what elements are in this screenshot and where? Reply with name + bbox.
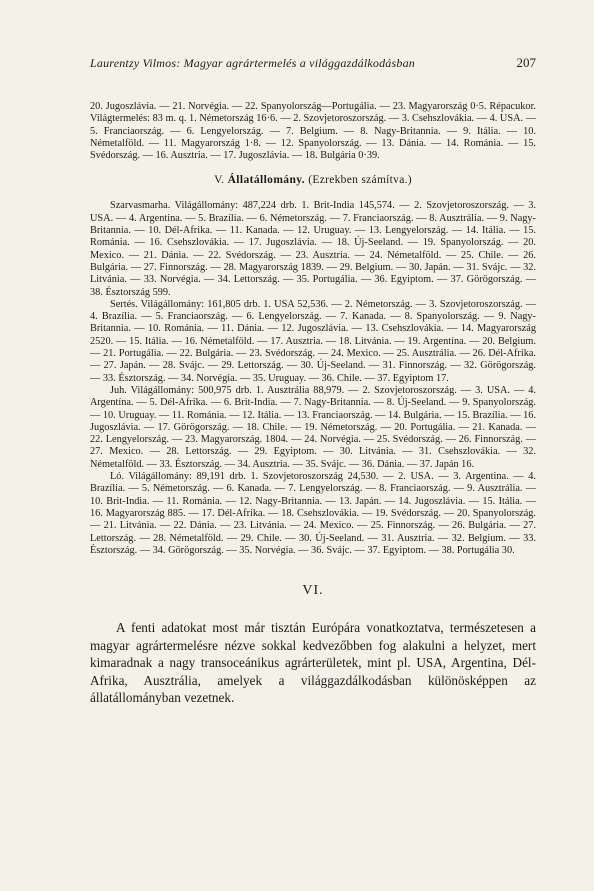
running-title: Laurentzy Vilmos: Magyar agrártermelés a világgazdálkodásban xyxy=(90,56,415,70)
crop-statistics-continued: 20. Jugoszlávia. — 21. Norvégia. — 22. Spanyolország—Portugália. — 23. Magyarország 0·5. Répacukor. Világtermelés: 83 m. q. 1. Németország 16·6. — 2. Szovjetoroszország. — 3. Csehszlovákia. — 4. USA. — 5. Franciaország. — 6. Lengyelország. — 7. Belgium. — 8. Nagy-Britannia. — 9. Itália. — 10. Németalföld. — 11. Magyarország 1·8. — 12. Spanyolország. — 13. Dánia. — 14. Románia. — 15. Svédország. — 16. Ausztria. — 17. Jugoszlávia. — 18. Bulgária 0·39. xyxy=(90,101,536,162)
paragraph-sheep: Juh. Világállomány: 500,975 drb. 1. Ausztrália 88,979. — 2. Szovjetoroszország. — 3. USA. — 4. Argentína. — 5. Dél-Afrika. — 6. Brit-India. — 7. Nagy-Britannia. — 8. Új-Seeland. — 9. Spanyolország. — 10. Uruguay. — 11. Románia. — 12. Itália. — 13. Franciaország. — 14. Bulgária. — 15. Brazília. — 16. Jugoszlávia. — 17. Görögország. — 18. Chile. — 19. Németország. — 20. Portugália. — 21. Kanada. — 22. Lengyelország. — 23. Magyarország. 1804. — 24. Norvégia. — 25. Svédország. — 26. Finnország. — 27. Mexico. — 28. Lettország. — 29. Egyiptom. — 30. Litvánia. — 31. Csehszlovákia. — 32. Németalföld. — 33. Észtország. — 34. Ausztria. — 35. Svájc. — 36. Dánia. — 37. Japán 16. xyxy=(90,384,536,470)
section-v-heading xyxy=(90,174,536,186)
section-v-title: Állatállomány. xyxy=(227,174,306,187)
paragraph-cattle: Szarvasmarha. Világállomány: 487,224 drb. 1. Brit-India 145,574. — 2. Szovjetoroszország. — 3. USA. — 4. Argentina. — 5. Brazília. — 6. Németország. — 7. Franciaország. — 8. Ausztrália. — 9. Nagy-Britannia. — 10. Dél-Afrika. — 11. Kanada. — 12. Uruguay. — 13. Lengyelország. — 14. Itália. — 15. Románia. — 16. Csehszlovákia. — 17. Jugoszlávia. — 18. Új-Seeland. — 19. Spanyolország. — 20. Mexico. — 21. Dánia. — 22. Svédország. — 23. Ausztria. — 24. Németalföld. — 25. Chile. — 26. Bulgária. — 27. Finnország. — 28. Magyarország 1839. — 29. Belgium. — 30. Japán. — 31. Svájc. — 32. Litvánia. — 33. Norvégia. — 34. Lettország. — 35. Portugália. — 36. Egyiptom. — 37. Görögország. — 38. Észtország 599. xyxy=(90,200,536,298)
running-header xyxy=(90,55,536,71)
section-v-subtitle: (Ezrekben számítva.) xyxy=(308,174,412,187)
paragraph-pigs: Sertés. Világállomány: 161,805 drb. 1. USA 52,536. — 2. Németország. — 3. Szovjetoroszország. — 4. Brazília. — 5. Franciaország. — 6. Lengyelország. — 7. Kanada. — 8. Spanyolország. — 9. Nagy-Britannia. — 10. Románia. — 11. Dánia. — 12. Jugoszlávia. — 13. Csehszlovákia. — 14. Magyarország 2520. — 15. Itália. — 16. Németalföld. — 17. Ausztria. — 18. Litvánia. — 19. Argentína. — 20. Belgium. — 21. Portugália. — 22. Bulgária. — 23. Svédország. — 24. Mexico. — 25. Ausztrália. — 26. Dél-Afrika. — 27. Japán. — 28. Svájc. — 29. Lettország. — 30. Új-Seeland. — 31. Finnország. — 32. Görögország. — 33. Észtország. — 34. Norvégia. — 35. Uruguay. — 36. Chile. — 37. Egyiptom 17. xyxy=(90,298,536,384)
section-vi-heading: VI. xyxy=(302,583,324,599)
section-vi-text: A fenti adatokat most már tisztán Európára vonatkoztatva, természetesen a magyar agrártermelésre nézve sokkal kedvezőbben fog alakulni a helyzet, mert kimaradnak a nagy transoceánikus agrárterületek, mint pl. USA, Argentina, Dél-Afrika, Ausztrália, amelyek a világgazdálkodásban különösképpen az állatállományban vezetnek. xyxy=(90,620,536,706)
section-v-number: V. xyxy=(214,174,225,187)
page-number: 207 xyxy=(516,55,536,70)
paragraph-horses: Ló. Világállomány: 89,191 drb. 1. Szovjetoroszország 24,530. — 2. USA. — 3. Argentina. — 4. Brazília. — 5. Németország. — 6. Kanada. — 7. Lengyelország. — 8. Franciaország. — 9. Ausztrália. — 10. Brit-India. — 11. Románia. — 12. Nagy-Britannia. — 13. Japán. — 14. Jugoszlávia. — 15. Itália. — 16. Magyarország 885. — 17. Dél-Afrika. — 18. Csehszlovákia. — 19. Svédország. — 20. Spanyolország. — 21. Litvánia. — 22. Dánia. — 23. Litvánia. — 24. Mexico. — 25. Finnország. — 26. Bulgária. — 27. Lettország. — 28. Németalföld. — 29. Chile. — 30. Új-Seeland. — 31. Ausztria. — 32. Belgium. — 33. Észtország. — 34. Görögország. — 35. Norvégia. — 36. Svájc. — 37. Egyiptom. — 38. Portugália 30. xyxy=(90,471,536,556)
